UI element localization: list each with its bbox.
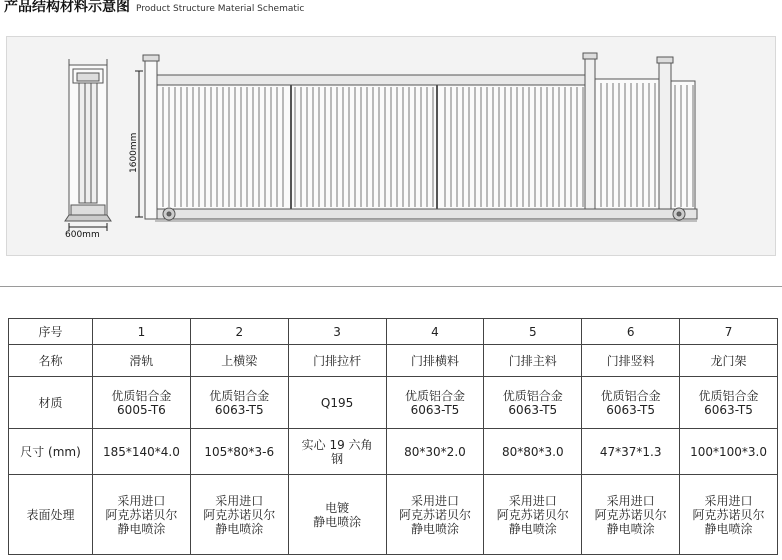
surface-cell xyxy=(190,475,288,555)
size-cell-line: 实心 19 六角 xyxy=(301,437,373,452)
surface-cell-line: 静电喷涂 xyxy=(410,521,459,536)
number-cell: 6 xyxy=(582,319,680,345)
surface-cell-line: 静电喷涂 xyxy=(117,521,166,536)
size-cell-line: 100*100*3.0 xyxy=(690,444,767,459)
material-cell xyxy=(386,377,484,429)
title-english: Product Structure Material Schematic xyxy=(136,4,305,14)
size-cell-line: 80*80*3.0 xyxy=(501,444,564,459)
name-cell: 上横梁 xyxy=(190,345,288,377)
surface-cell-line: 阿克苏诺贝尔 xyxy=(692,507,765,522)
surface-cell-line: 采用进口 xyxy=(215,493,264,508)
surface-cell-line: 采用进口 xyxy=(117,493,166,508)
row-material xyxy=(9,377,778,429)
material-cell-line: Q195 xyxy=(320,395,354,410)
row-header-size: 尺寸 (mm) xyxy=(9,429,93,475)
material-cell-line: 优质铝合金 xyxy=(209,388,270,403)
row-header-material: 材质 xyxy=(9,377,93,429)
row-number xyxy=(9,319,778,345)
name-cell: 门排横料 xyxy=(386,345,484,377)
number-cell: 5 xyxy=(484,319,582,345)
size-cell-line: 80*30*2.0 xyxy=(404,444,466,459)
row-header-name: 名称 xyxy=(9,345,93,377)
surface-cell-line: 阿克苏诺贝尔 xyxy=(398,507,471,522)
surface-cell xyxy=(288,475,386,555)
surface-cell-line: 阿克苏诺贝尔 xyxy=(203,507,276,522)
material-cell xyxy=(93,377,191,429)
row-surface xyxy=(9,475,778,555)
material-cell-line: 6063-T5 xyxy=(704,402,753,417)
row-size xyxy=(9,429,778,475)
material-cell-line: 优质铝合金 xyxy=(698,388,759,403)
row-header-number: 序号 xyxy=(9,319,93,345)
row-name xyxy=(9,345,778,377)
surface-cell xyxy=(680,475,778,555)
gate-drawing xyxy=(7,37,777,257)
material-cell-line: 6063-T5 xyxy=(508,402,558,417)
surface-cell-line: 静电喷涂 xyxy=(508,521,557,536)
surface-cell-line: 静电喷涂 xyxy=(215,521,264,536)
material-cell xyxy=(288,377,386,429)
surface-cell-line: 阿克苏诺贝尔 xyxy=(105,507,178,522)
surface-cell-line: 采用进口 xyxy=(606,493,655,508)
number-cell: 2 xyxy=(190,319,288,345)
material-cell-line: 6063-T5 xyxy=(410,402,460,417)
material-cell xyxy=(582,377,680,429)
size-cell-line: 47*37*1.3 xyxy=(599,444,662,459)
material-cell-line: 优质铝合金 xyxy=(600,388,661,403)
surface-cell-line: 静电喷涂 xyxy=(606,521,655,536)
size-cell xyxy=(288,429,386,475)
material-cell-line: 优质铝合金 xyxy=(502,388,563,403)
number-cell: 1 xyxy=(93,319,191,345)
size-cell xyxy=(190,429,288,475)
size-cell-line: 钢 xyxy=(331,451,344,466)
surface-cell xyxy=(386,475,484,555)
surface-cell xyxy=(93,475,191,555)
size-cell xyxy=(484,429,582,475)
number-cell: 4 xyxy=(386,319,484,345)
surface-cell-line: 静电喷涂 xyxy=(704,521,753,536)
size-cell xyxy=(93,429,191,475)
side-view xyxy=(65,59,111,231)
name-cell: 滑轨 xyxy=(93,345,191,377)
section-divider xyxy=(0,286,782,287)
surface-cell-line: 阿克苏诺贝尔 xyxy=(496,507,569,522)
title-chinese: 产品结构材料示意图 xyxy=(4,0,130,15)
surface-cell xyxy=(582,475,680,555)
surface-cell-line: 采用进口 xyxy=(410,493,459,508)
name-cell: 龙门架 xyxy=(680,345,778,377)
structure-schematic xyxy=(6,36,776,256)
surface-cell-line: 采用进口 xyxy=(704,493,753,508)
size-cell xyxy=(386,429,484,475)
row-header-surface: 表面处理 xyxy=(9,475,93,555)
width-dimension-label: 600mm xyxy=(65,230,100,240)
material-cell xyxy=(190,377,288,429)
page-header xyxy=(4,0,304,14)
height-dimension-label: 1600mm xyxy=(129,132,139,173)
name-cell: 门排拉杆 xyxy=(288,345,386,377)
material-cell-line: 优质铝合金 xyxy=(404,388,465,403)
name-cell: 门排竖料 xyxy=(582,345,680,377)
number-cell: 3 xyxy=(288,319,386,345)
material-cell-line: 6063-T5 xyxy=(214,402,264,417)
surface-cell-line: 阿克苏诺贝尔 xyxy=(594,507,667,522)
size-cell-line: 105*80*3-6 xyxy=(204,444,275,459)
surface-cell xyxy=(484,475,582,555)
material-cell-line: 优质铝合金 xyxy=(111,388,172,403)
material-cell-line: 6005-T6 xyxy=(117,402,166,417)
surface-cell-line: 静电喷涂 xyxy=(313,514,362,529)
size-cell-line: 185*140*4.0 xyxy=(102,444,180,459)
material-cell xyxy=(680,377,778,429)
size-cell xyxy=(680,429,778,475)
size-cell xyxy=(582,429,680,475)
surface-cell-line: 采用进口 xyxy=(508,493,557,508)
surface-cell-line: 电镀 xyxy=(325,500,350,515)
number-cell: 7 xyxy=(680,319,778,345)
material-cell-line: 6063-T5 xyxy=(606,402,655,417)
name-cell: 门排主料 xyxy=(484,345,582,377)
material-spec-table xyxy=(8,318,778,555)
material-cell xyxy=(484,377,582,429)
